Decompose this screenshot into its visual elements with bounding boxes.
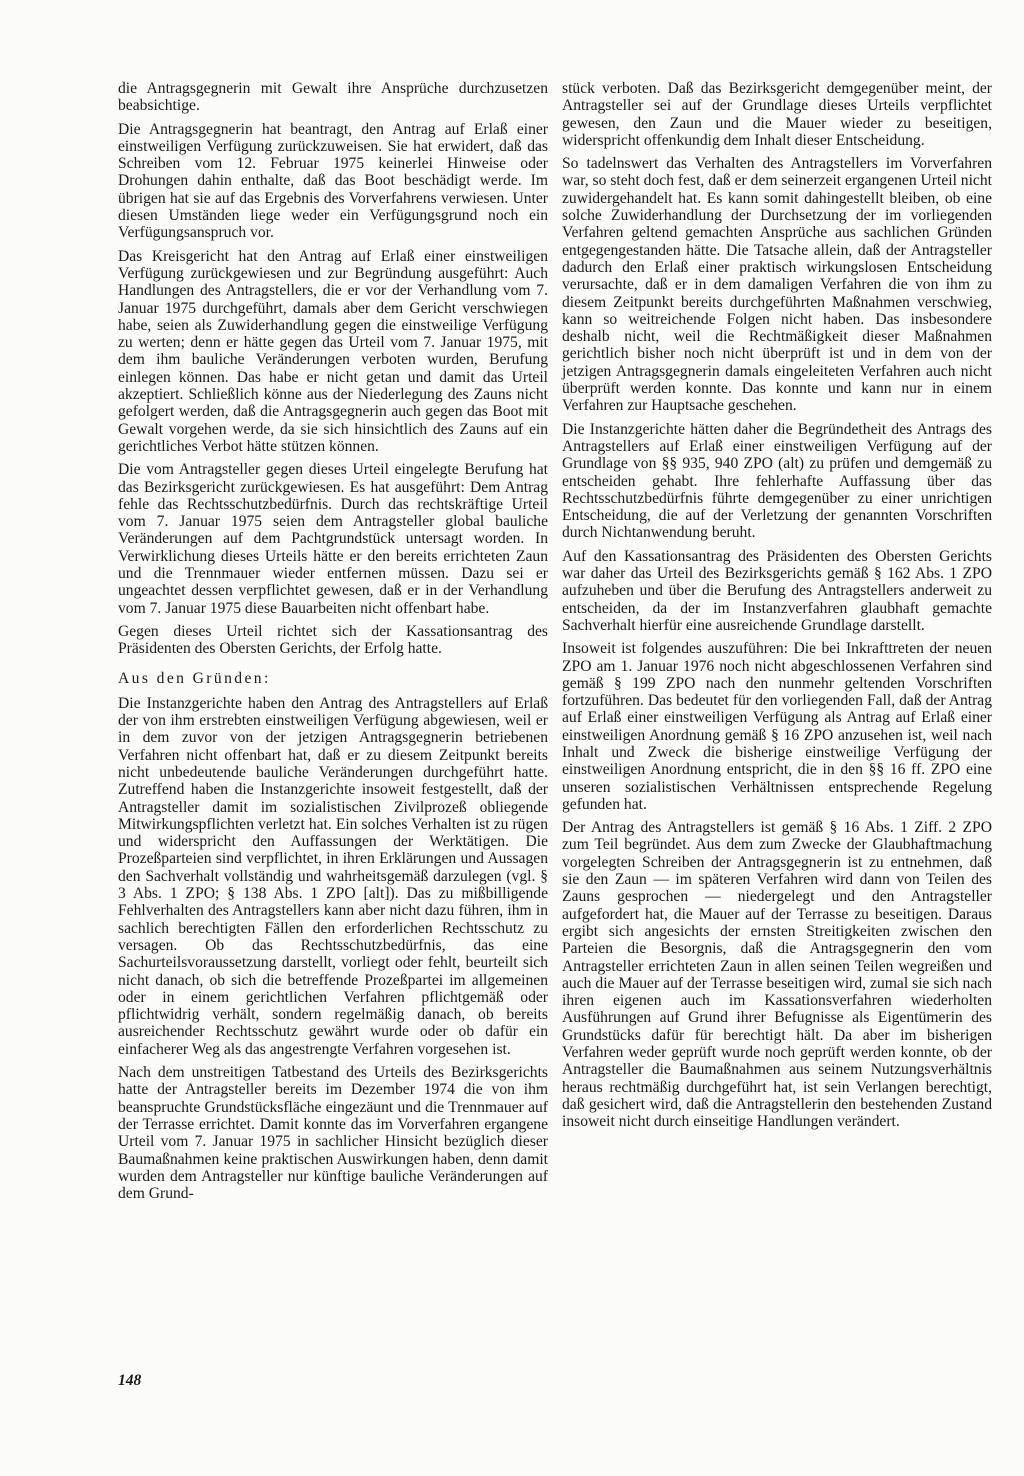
paragraph: die Antragsgegnerin mit Gewalt ihre Ansprüche durchzusetzen beabsichtige. — [118, 80, 548, 115]
paragraph: Das Kreisgericht hat den Antrag auf Erlaß einer einstweiligen Verfügung zurückgewiesen und zur Begründung ausgeführt: Auch Handlungen des Antragstellers, die er vor der Verhandlung vom 7. Januar 1975 durchgeführt, damals aber dem Gericht verschwiegen habe, seien als Zuwiderhandlung gegen die einstweilige Verfügung zu werten; denn er hätte gegen das Urteil vom 7. Januar 1975, mit dem ihm bauliche Veränderungen verboten wurden, Berufung einlegen können. Das habe er nicht getan und damit das Urteil akzeptiert. Schließlich könne aus der Niederlegung des Zauns nicht gefolgert werden, daß die Antragsgegnerin auch gegen das Boot mit Gewalt vorgehen werde, da sie sich hinsichtlich des Zauns auf ein gerichtliches Verbot hätte stützen können. — [118, 247, 548, 455]
paragraph: Die Instanzgerichte hätten daher die Begründetheit des Antrags des Antragstellers auf Erlaß einer einstweiligen Verfügung auf der Grundlage von §§ 935, 940 ZPO (alt) zu prüfen und demgemäß zu entscheiden gehabt. Ihre fehlerhafte Auffassung über das Rechtsschutzbedürfnis führte demgegenüber zu einer unrichtigen Entscheidung, die auf der Verletzung der genannten Vorschriften durch Nichtanwendung beruht. — [562, 420, 992, 542]
section-heading: Aus den Gründen: — [118, 669, 271, 687]
paragraph: Die Antragsgegnerin hat beantragt, den Antrag auf Erlaß einer einstweiligen Verfügung zurückzuweisen. Sie hat erwidert, daß das Schreiben vom 12. Februar 1975 keinerlei Hinweise oder Drohungen dahin enthalte, daß das Boot beschädigt werde. Im übrigen hat sie auf das Ergebnis des Vorverfahrens verwiesen. Unter diesen Umständen liege weder ein Verfügungsgrund noch ein Verfügungsanspruch vor. — [118, 120, 548, 242]
page-number: 148 — [118, 1372, 142, 1389]
paragraph: stück verboten. Daß das Bezirksgericht demgegenüber meint, der Antragsteller sei auf der Grundlage dieses Urteils verpflichtet gewesen, den Zaun und die Mauer wieder zu beseitigen, widerspricht offenkundig dem Inhalt dieser Entscheidung. — [562, 80, 992, 149]
paragraph: Auf den Kassationsantrag des Präsidenten des Obersten Gerichts war daher das Urteil des Bezirksgerichts gemäß § 162 Abs. 1 ZPO aufzuheben und über die Berufung des Antragstellers anderweit zu entscheiden, da der im Instanzverfahren glaubhaft gemachte Sachverhalt hierfür eine ausreichende Grundlage darstellt. — [562, 547, 992, 634]
paragraph: Der Antrag des Antragstellers ist gemäß § 16 Abs. 1 Ziff. 2 ZPO zum Teil begründet. Aus dem zum Zwecke der Glaubhaftmachung vorgelegten Schreiben der Antragsgegnerin ist zu entnehmen, daß sie den Zaun — im späteren Verfahren wird dann von Teilen des Zauns gesprochen — niedergelegt und den Antragsteller aufgefordert hat, die Mauer auf der Terrasse zu beseitigen. Daraus ergibt sich angesichts der ernsten Streitigkeiten zwischen den Parteien die Besorgnis, daß die Antragsgegnerin den vom Antragsteller errichteten Zaun in allen seinen Teilen wegreißen und auch die Mauer auf der Terrasse beseitigen wird, zumal sie sich nach ihren eigenen auch im Kassationsverfahren wiederholten Ausführungen auf Grund ihrer Befugnisse als Eigentümerin des Grundstücks dafür für berechtigt hält. Da aber im bisherigen Verfahren weder geprüft wurde noch geprüft werden konnte, ob der Antragsteller die Baumaßnahmen aus seinem Nutzungsverhältnis heraus rechtmäßig durchgeführt hat, ist sein Verlangen berechtigt, daß gesichert wird, daß die Antragstellerin den bestehenden Zustand insoweit nicht durch einseitige Handlungen verändert. — [562, 819, 992, 1131]
paragraph: Die vom Antragsteller gegen dieses Urteil eingelegte Berufung hat das Bezirksgericht zurückgewiesen. Es hat ausgeführt: Dem Antrag fehle das Rechtsschutzbedürfnis. Durch das rechtskräftige Urteil vom 7. Januar 1975 seien dem Antragsteller global bauliche Veränderungen auf dem Pachtgrundstück untersagt worden. In Verwirklichung dieses Urteils hätte er den bereits errichteten Zaun und die Trennmauer wieder entfernen müssen. Dazu sei er ungeachtet dessen verpflichtet gewesen, daß er in der Verhandlung vom 7. Januar 1975 diese Bauarbeiten nicht offenbart habe. — [118, 461, 548, 617]
right-column — [562, 80, 992, 1137]
paragraph: So tadelnswert das Verhalten des Antragstellers im Vorverfahren war, so steht doch fest, daß er dem seinerzeit ergangenen Urteil nicht zuwidergehandelt hat. Es kann somit dahingestellt bleiben, ob eine solche Zuwiderhandlung der Durchsetzung der im vorliegenden Verfahren geltend gemachten Ansprüche aus sachlichen Gründen entgegengestanden hätte. Die Tatsache allein, daß der Antragsteller dadurch den Erlaß einer praktisch wirkungslosen Entscheidung verursachte, daß er in dem damaligen Verfahren die von ihm zu diesem Zeitpunkt bereits durchgeführten Maßnahmen verschwieg, kann so weitreichende Folgen nicht haben. Das insbesondere deshalb nicht, weil die Rechtmäßigkeit dieser Maßnahmen gerichtlich bisher noch nicht überprüft ist und in dem von der jetzigen Antragsgegnerin damals eingeleiteten Verfahren auch nicht überprüft werden konnte. Das konnte und kann nur in einem Verfahren zur Hauptsache geschehen. — [562, 155, 992, 415]
paragraph: Gegen dieses Urteil richtet sich der Kassationsantrag des Präsidenten des Obersten Gerichts, der Erfolg hatte. — [118, 622, 548, 658]
paragraph: Die Instanzgerichte haben den Antrag des Antragstellers auf Erlaß der von ihm erstrebten einstweiligen Verfügung abgewiesen, weil er in dem zuvor von der jetzigen Antragsgegnerin betriebenen Verfahren nicht offenbart hat, daß er zu diesem Zeitpunkt bereits nicht unbedeutende bauliche Veränderungen durchgeführt hatte. Zutreffend haben die Instanzgerichte insoweit festgestellt, daß der Antragsteller damit im sozialistischen Zivilprozeß obliegende Mitwirkungspflichten verletzt hat. Ein solches Verhalten ist zu rügen und widerspricht den Auffassungen der Werktätigen. Die Prozeßparteien sind verpflichtet, in ihren Erklärungen und Aussagen den Sachverhalt vollständig und wahrheitsgemäß darzulegen (vgl. § 3 Abs. 1 ZPO; § 138 Abs. 1 ZPO [alt]). Das zu mißbilligende Fehlverhalten des Antragstellers kann aber nicht dazu führen, ihm in sachlich berechtigten Fällen den erforderlichen Rechtsschutz zu versagen. Ob das Rechtsschutzbedürfnis, das eine Sachurteilsvoraussetzung darstellt, vorliegt oder fehlt, beurteilt sich nicht danach, ob sich die betreffende Prozeßpartei im allgemeinen oder in einem gerichtlichen Verfahren pflichtgemäß oder pflichtwidrig verhält, sondern regelmäßig danach, ob bereits ausreichender Rechtsschutz gewährt wurde oder ob dafür ein einfacherer Weg als das angestrengte Verfahren vorgesehen ist. — [118, 694, 548, 1058]
left-column — [118, 80, 548, 1208]
paragraph: Nach dem unstreitigen Tatbestand des Urteils des Bezirksgerichts hatte der Antragsteller bereits im Dezember 1974 die von ihm beanspruchte Grundstücksfläche eingezäunt und die Trennmauer auf der Terrasse errichtet. Damit konnte das im Vorverfahren ergangene Urteil vom 7. Januar 1975 in sachlicher Hinsicht bezüglich dieser Baumaßnahmen keine praktischen Auswirkungen haben, denn damit wurden dem Antragsteller nur künftige bauliche Veränderungen auf dem Grund- — [118, 1064, 548, 1203]
paragraph: Insoweit ist folgendes auszuführen: Die bei Inkrafttreten der neuen ZPO am 1. Januar 1976 noch nicht abgeschlossenen Verfahren sind gemäß § 199 ZPO nach den nunmehr geltenden Vorschriften fortzuführen. Das bedeutet für den vorliegenden Fall, daß der Antrag auf Erlaß einer einstweiligen Verfügung als Antrag auf Erlaß einer einstweiligen Anordnung gemäß § 16 ZPO anzusehen ist, weil nach Inhalt und Zweck die bisherige einstweilige Verfügung der einstweiligen Anordnung entspricht, die in den §§ 16 ff. ZPO eine unseren sozialistischen Verhältnissen entsprechende Regelung gefunden hat. — [562, 640, 992, 813]
